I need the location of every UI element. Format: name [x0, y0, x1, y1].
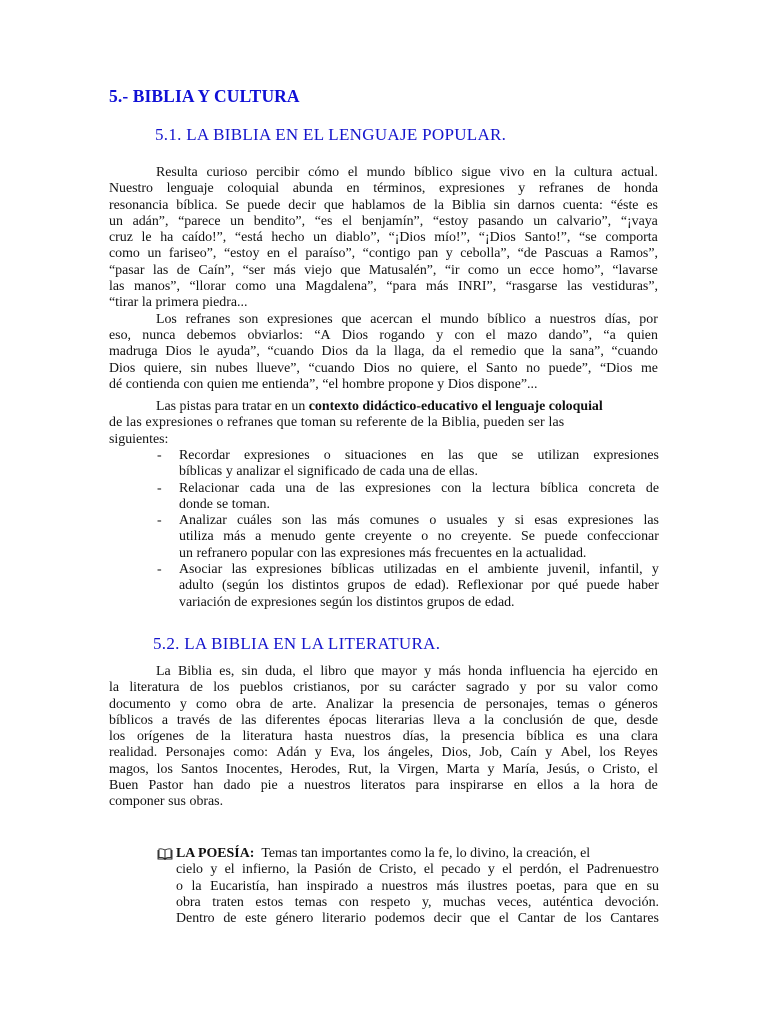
pistas-bold-text: contexto didáctico-educativo el lenguaje coloquial	[308, 399, 603, 414]
intro-line: resonancia bíblica. Se puede decir que hablamos de la Biblia sin darnos cuenta: “éste es	[109, 197, 658, 213]
intro-line: como un fariseo”, “estoy en el paraíso”, “contigo pan y cebolla”, “de Pascuas a Ramos”,	[109, 246, 658, 262]
list-item-line: adulto (según los distintos grupos de edad). Reflexionar por qué puede haber	[179, 578, 659, 594]
bullet-dash: -	[157, 480, 162, 496]
section-title: 5.- BIBLIA Y CULTURA	[109, 86, 300, 106]
literature-line: bíblicos a través de las diferentes épocas literarias lleva a la conclusión de que, desde	[109, 712, 658, 728]
intro-line: Los refranes son expresiones que acercan el mundo bíblico a nuestros días, por	[156, 311, 658, 327]
literature-line: los orígenes de la literatura hasta nuestros días, la presencia bíblica es una clara	[109, 729, 658, 745]
list-item-line: Asociar las expresiones bíblicas utilizadas en el ambiente juvenil, infantil, y	[179, 562, 659, 578]
open-book-icon	[157, 848, 173, 860]
intro-line: “tirar la primera piedra...	[109, 295, 248, 311]
literature-line: documento y como obra de arte. Analizar la presencia de personajes, temas o géneros	[109, 696, 658, 712]
list-item	[157, 513, 659, 562]
bullet-dash: -	[157, 562, 162, 578]
intro-line: Dios quiere, sin nubes llueve”, “cuando Dios no quiere, el Santo no puede”, “Dios me	[109, 360, 658, 376]
pistas-line-2: de las expresiones o refranes que toman su referente de la Biblia, pueden ser las	[109, 415, 565, 431]
pistas-line-3: siguientes:	[109, 431, 169, 447]
literature-paragraph	[109, 664, 658, 811]
intro-line: un adán”, “parece un bendito”, “es el benjamín”, “estoy pasando un calvario”, “¡vaya	[109, 213, 658, 229]
poesia-paragraph	[157, 846, 659, 927]
poesia-label: LA POESÍA:	[176, 846, 255, 861]
poesia-line: obra traten estos temas con respeto y, muchas veces, auténtica devoción.	[176, 894, 659, 910]
intro-line: Nuestro lenguaje coloquial abunda en términos, expresiones y refranes de honda	[109, 181, 658, 197]
pistas-paragraph	[109, 399, 658, 448]
list-item-line: utiliza más a menudo gente creyente o no creyente. Se puede confeccionar	[179, 529, 659, 545]
intro-line: Resulta curioso percibir cómo el mundo bíblico sigue vivo en la cultura actual.	[156, 165, 658, 180]
list-item	[157, 448, 659, 481]
bullet-dash: -	[157, 448, 162, 463]
intro-paragraphs	[109, 165, 658, 393]
poesia-line: cielo y el infierno, la Pasión de Cristo, el pecado y el perdón, el Padrenuestro	[176, 862, 659, 878]
intro-line: madruga Dios le ayuda”, “cuando Dios da la llaga, da el remedio que la sana”, “cuando	[109, 344, 658, 360]
pistas-text-before: Las pistas para tratar en un	[156, 399, 306, 414]
literature-line: la literatura de los pueblos cristianos, por su carácter sagrado y por su valor como	[109, 680, 658, 696]
bullet-dash: -	[157, 513, 162, 529]
subsection-title-literature: 5.2. LA BIBLIA EN LA LITERATURA.	[153, 634, 441, 653]
literature-line: Buen Pastor han dado pie a nuestros literatos para inspirarse en ellos a la hora de	[109, 778, 658, 794]
literature-line: componer sus obras.	[109, 794, 224, 810]
intro-line: dé contienda con quien me entienda”, “el hombre propone y Dios dispone”...	[109, 376, 538, 392]
list-item-line: Relacionar cada una de las expresiones con la lectura bíblica concreta de	[179, 480, 659, 496]
list-item	[157, 481, 659, 514]
poesia-line: Dentro de este género literario podemos decir que el Cantar de los Cantares	[176, 911, 659, 927]
subsection-title-popular-language: 5.1. LA BIBLIA EN EL LENGUAJE POPULAR.	[155, 125, 507, 144]
literature-line: magos, los Santos Inocentes, Herodes, Rut, la Virgen, Marta y María, Jesús, o Cristo, el	[109, 761, 658, 777]
intro-line: cruz le ha caído!”, “está hecho un diablo”, “¡Dios mío!”, “¡Dios Santo!”, “se comporta	[109, 230, 658, 246]
pistas-list	[157, 448, 659, 611]
list-item-line: un refranero popular con las expresiones más frecuentes en la actualidad.	[179, 545, 587, 561]
list-item	[157, 562, 659, 611]
list-item-line: bíblicas y analizar el significado de cada una de ellas.	[179, 464, 478, 480]
list-item-line: Recordar expresiones o situaciones en las que se utilizan expresiones	[179, 448, 659, 463]
literature-line: La Biblia es, sin duda, el libro que mayor y más honda influencia ha ejercido en	[156, 664, 658, 679]
intro-line: eso, nunca debemos obviarlos: “A Dios rogando y con el mazo dando”, “a quien	[109, 327, 658, 343]
poesia-first-line: Temas tan importantes como la fe, lo divino, la creación, el	[261, 846, 591, 861]
intro-line: las manos”, “llorar como una Magdalena”, “para más INRI”, “rasgarse las vestiduras”,	[109, 279, 658, 295]
literature-line: realidad. Personajes como: Adán y Eva, los ángeles, Dios, Job, Caín y Abel, los Reyes	[109, 745, 658, 761]
poesia-line: o la Eucaristía, han inspirado a nuestros más ilustres poetas, para que en su	[176, 878, 659, 894]
list-item-line: donde se toman.	[179, 496, 270, 512]
list-item-line: Analizar cuáles son las más comunes o usuales y si esas expresiones las	[179, 513, 659, 529]
list-item-line: variación de expresiones según los distintos grupos de edad.	[179, 594, 515, 610]
intro-line: “pasar las de Caín”, “ser más viejo que Matusalén”, “ir como un ecce homo”, “lavarse	[109, 262, 658, 278]
